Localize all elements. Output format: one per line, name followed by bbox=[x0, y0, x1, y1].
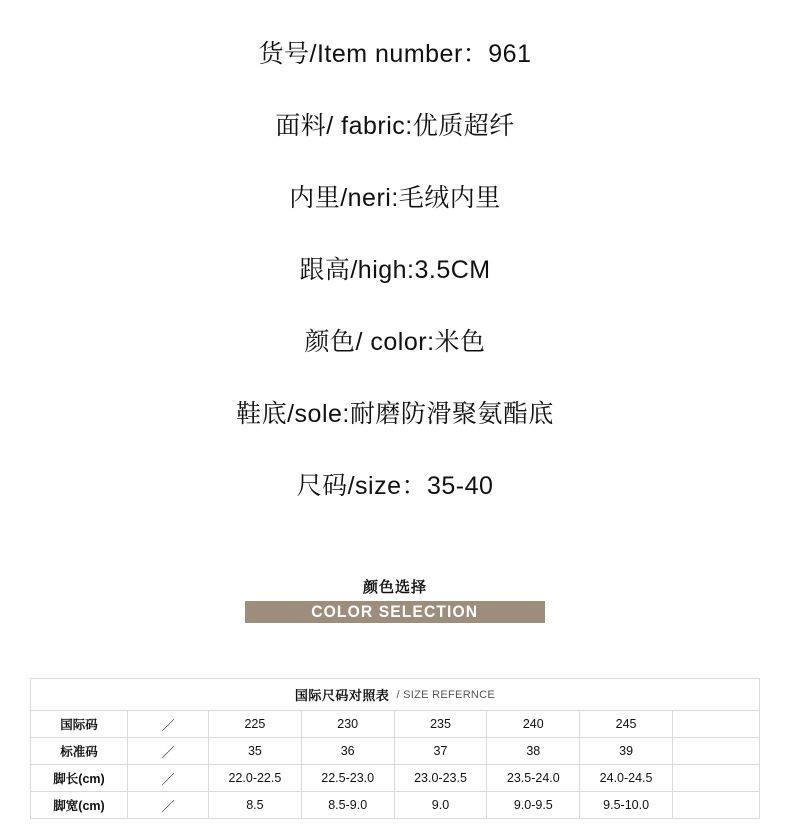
cell: 245 bbox=[580, 711, 673, 738]
cell: 9.0-9.5 bbox=[487, 792, 580, 819]
cell: 225 bbox=[209, 711, 302, 738]
spec-item-fabric: 面料/ fabric:优质超纤 bbox=[275, 111, 515, 140]
cell: 235 bbox=[394, 711, 487, 738]
row-label-international: 国际码 bbox=[31, 711, 128, 738]
cell: 8.5 bbox=[209, 792, 302, 819]
cell: ／ bbox=[128, 792, 209, 819]
row-label-standard: 标准码 bbox=[31, 738, 128, 765]
spec-item-heel-height: 跟高/high:3.5CM bbox=[299, 255, 491, 284]
row-label-foot-width: 脚宽(cm) bbox=[31, 792, 128, 819]
size-chart-table bbox=[30, 710, 760, 819]
cell bbox=[673, 765, 760, 792]
cell: 9.5-10.0 bbox=[580, 792, 673, 819]
size-chart bbox=[30, 678, 760, 819]
table-row bbox=[31, 792, 760, 819]
spec-item-size: 尺码/size：35-40 bbox=[296, 471, 494, 500]
cell: 39 bbox=[580, 738, 673, 765]
cell: 23.5-24.0 bbox=[487, 765, 580, 792]
size-chart-title-cn: 国际尺码对照表 bbox=[294, 688, 390, 703]
cell: 35 bbox=[209, 738, 302, 765]
cell: 24.0-24.5 bbox=[580, 765, 673, 792]
color-selection-banner bbox=[0, 578, 790, 623]
cell: 22.5-23.0 bbox=[301, 765, 394, 792]
row-label-foot-length: 脚长(cm) bbox=[31, 765, 128, 792]
cell: 38 bbox=[487, 738, 580, 765]
size-chart-title-en: / SIZE REFERNCE bbox=[396, 688, 496, 701]
spec-item-item-number: 货号/Item number：961 bbox=[258, 39, 532, 68]
color-selection-title-cn: 颜色选择 bbox=[362, 579, 427, 596]
cell: 240 bbox=[487, 711, 580, 738]
cell bbox=[673, 711, 760, 738]
cell: 230 bbox=[301, 711, 394, 738]
cell: 9.0 bbox=[394, 792, 487, 819]
size-chart-title bbox=[30, 678, 760, 710]
cell: 37 bbox=[394, 738, 487, 765]
spec-item-sole: 鞋底/sole:耐磨防滑聚氨酯底 bbox=[236, 399, 554, 428]
table-row bbox=[31, 711, 760, 738]
cell: 36 bbox=[301, 738, 394, 765]
cell: ／ bbox=[128, 711, 209, 738]
spec-item-color: 颜色/ color:米色 bbox=[304, 327, 486, 356]
color-selection-title-en: COLOR SELECTION bbox=[311, 602, 479, 621]
cell: 23.0-23.5 bbox=[394, 765, 487, 792]
cell: 22.0-22.5 bbox=[209, 765, 302, 792]
cell: 8.5-9.0 bbox=[301, 792, 394, 819]
table-row bbox=[31, 738, 760, 765]
cell: ／ bbox=[128, 738, 209, 765]
color-selection-bar bbox=[245, 601, 545, 623]
spec-item-lining: 内里/neri:毛绒内里 bbox=[289, 183, 501, 212]
cell bbox=[673, 792, 760, 819]
cell bbox=[673, 738, 760, 765]
table-row bbox=[31, 765, 760, 792]
cell: ／ bbox=[128, 765, 209, 792]
